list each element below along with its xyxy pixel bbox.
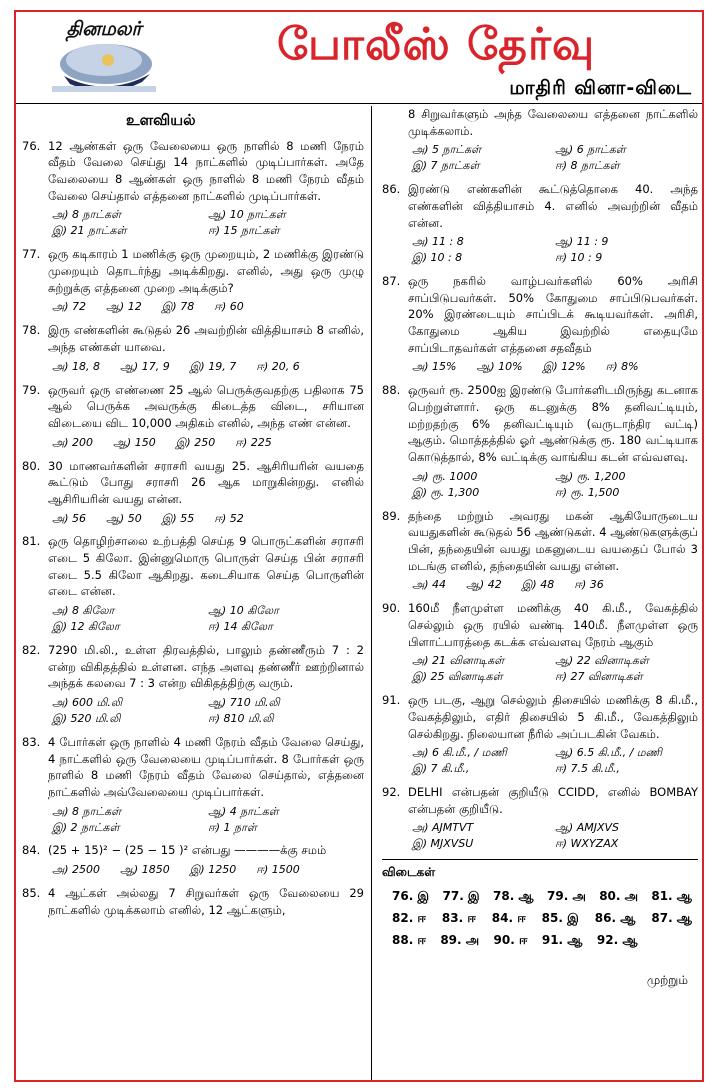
- question-text: தந்தை மற்றும் அவரது மகன் ஆகியோருடைய வயதுகளின் கூடுதல் 56 ஆண்டுகள். 4 ஆண்டுகளுக்குப் பின், தந்தையின் வயது மகனுடைய வயதைப் போல் 3 மடங்கு எனில், தந்தையின் வயது என்ன.: [408, 508, 698, 573]
- options: [22, 511, 364, 527]
- question-85-options: [382, 142, 698, 174]
- option: ஈ) ரூ. 1,500: [555, 485, 620, 499]
- answer-item: 81. ஆ: [651, 888, 692, 903]
- question-88: [382, 382, 698, 500]
- option: ஆ) 10 கிலோ: [208, 604, 279, 618]
- question-text: 7290 மி.லி., உள்ள திரவத்தில், பாலும் தண்ணீரும் 7 : 2 என்ற விகிதத்தில் உள்ளன. எந்த அளவு தண்ணீர் ஊற்றினால் அந்தக் கலவை 7 : 3 என்ற விகிதத்திற்கு வரும்.: [48, 643, 364, 691]
- question-row: [22, 642, 364, 692]
- question-number: 86.: [382, 182, 401, 197]
- option: அ) ரூ. 1000: [412, 469, 478, 483]
- question-85-continuation: 8 சிறுவர்களும் அந்த வேலையை எத்தனை நாட்களில் முடிக்கலாம்.: [408, 107, 698, 138]
- question-number: 87.: [382, 274, 401, 289]
- question-text: ஒரு கடிகாரம் 1 மணிக்கு ஒரு முறையும், 2 மணிக்கு இரண்டு முறையும் தொடர்ந்து அடிக்கிறது. எனில், அது ஒரு முழு சுற்றுக்கு எத்தனை முறை அடிக்கும்?: [48, 247, 364, 295]
- answers-title: விடைகள்: [382, 865, 436, 880]
- options: [382, 234, 698, 266]
- options: [22, 207, 364, 239]
- page-title: போலீஸ் தேர்வு: [276, 19, 596, 70]
- option: ஆ) 4 நாட்கள்: [208, 804, 279, 818]
- options: [22, 862, 364, 878]
- option: அ) 56: [52, 511, 87, 525]
- option: ஆ) 1850: [120, 863, 170, 877]
- option: இ) 12 கிலோ: [52, 620, 120, 634]
- question-number: 78.: [22, 323, 41, 338]
- question-text: ஒரு படகு, ஆறு செல்லும் திசையில் மணிக்கு 8 கி.மீ., வேகத்திலும், எதிர் திசையில் 5 கி.மீ., வேகத்திலும் செல்கிறது. நிலையான நீரில் அப்படகின் வேகம்.: [408, 693, 698, 741]
- question-number: 88.: [382, 383, 401, 398]
- question-row: [382, 692, 698, 742]
- question-row: [382, 600, 698, 650]
- options: [382, 745, 698, 777]
- column-divider: [371, 106, 372, 1080]
- question-text: DELHI என்பதன் குறியீடு CCIDD, எனில் BOMBAY என்பதன் குறியீடு.: [408, 785, 698, 816]
- option: ஆ) 6 நாட்கள்: [555, 143, 626, 157]
- answer-item: 87. ஆ: [651, 911, 692, 926]
- answer-item: 79. அ: [547, 888, 586, 903]
- answer-item: 89. அ: [440, 933, 480, 948]
- option: அ) 44: [412, 578, 447, 592]
- answer-item: 85. இ: [541, 911, 579, 926]
- options: [22, 435, 364, 451]
- question-text: 4 ஆட்கள் அல்லது 7 சிறுவர்கள் ஒரு வேலையை 29 நாட்களில் முடிக்கலாம் எனில், 12 ஆட்களும்,: [48, 886, 364, 917]
- right-column: [376, 106, 702, 1080]
- option: இ) 2 நாட்கள்: [52, 820, 120, 834]
- question-number: 81.: [22, 534, 41, 549]
- option: ஈ) 14 கிலோ: [208, 620, 273, 634]
- answer-item: 91. ஆ: [541, 933, 583, 948]
- page-header: [16, 12, 702, 104]
- option: ஆ) 150: [113, 435, 156, 449]
- option: ஈ) 60: [214, 300, 244, 314]
- answers-grid: [382, 888, 698, 950]
- option: இ) 78: [161, 300, 195, 314]
- options: [22, 603, 364, 635]
- end-note: முற்றும்: [646, 972, 688, 987]
- option: இ) MJXVSU: [412, 837, 474, 851]
- question-92: [382, 784, 698, 852]
- option: ஆ) 10%: [476, 360, 523, 374]
- option: ஈ) 10 : 9: [555, 251, 603, 265]
- option: அ) 11 : 8: [412, 235, 464, 249]
- option: ஈ) 7.5 கி.மீ.,: [555, 762, 620, 776]
- question-number: 83.: [22, 734, 41, 749]
- option: ஈ) 225: [235, 435, 272, 449]
- question-84: [22, 842, 364, 878]
- question-89: [382, 508, 698, 594]
- question-81: [22, 533, 364, 635]
- question-number: 91.: [382, 693, 401, 708]
- option: ஆ) 10 நாட்கள்: [208, 208, 286, 222]
- option: ஈ) WXYZAX: [555, 837, 619, 851]
- question-number: 84.: [22, 843, 41, 858]
- question-row: [382, 273, 698, 356]
- option: ஈ) 20, 6: [256, 359, 300, 373]
- section-title: உளவியல்: [126, 111, 196, 129]
- answers-section: [382, 859, 698, 950]
- question-row: [22, 246, 364, 296]
- question-87: [382, 273, 698, 375]
- option: இ) 19, 7: [189, 359, 237, 373]
- option: ஆ) 50: [106, 511, 142, 525]
- question-number: 92.: [382, 785, 401, 800]
- question-text: 160மீ நீளமுள்ள மணிக்கு 40 கி.மீ., வேகத்தில் செல்லும் ஒரு ரயில் வண்டி 140மீ. நீளமுள்ள ஒரு பிளாட்பாரத்தை கடக்க எவ்வளவு நேரம் ஆகும்: [408, 601, 698, 649]
- answers-row: [382, 888, 698, 905]
- question-row: [22, 458, 364, 508]
- question-77: [22, 246, 364, 315]
- question-text: (25 + 15)² − (25 − 15 )² என்பது ————க்கு சமம்: [48, 843, 327, 858]
- right-question-list: [382, 181, 698, 852]
- question-78: [22, 322, 364, 374]
- question-text: 4 போர்கள் ஒரு நாளில் 4 மணி நேரம் வீதம் வேலை செய்து, 4 நாட்களில் ஒரு வேலையை முடிப்பார்கள். 8 போர்கள் ஒரு நாளில் 8 மணி நேரம் வீதம் வேலை செய்தால், எத்தனை நாட்களில் அவ்வேலையை முடிப்பார்கள்.: [48, 734, 364, 799]
- page-frame: [14, 10, 704, 1082]
- newspaper-logo: [46, 16, 162, 100]
- question-row: [22, 382, 364, 432]
- options: [22, 299, 364, 315]
- options: [22, 695, 364, 727]
- question-85: [22, 885, 364, 918]
- left-question-list: [22, 138, 364, 919]
- option: இ) 12%: [542, 360, 586, 374]
- option: இ) 25 வினாடிகள்: [412, 670, 503, 684]
- answer-item: 88. ஈ: [392, 933, 426, 948]
- answer-item: 84. ஈ: [491, 911, 526, 926]
- option: ஆ) 22 வினாடிகள்: [555, 654, 649, 668]
- options: [22, 359, 364, 375]
- option: ஈ) 52: [214, 511, 244, 525]
- option: ஈ) 1500: [256, 863, 300, 877]
- question-text: ஒரு நகரில் வாழ்பவர்களில் 60% அரிசி சாப்பிடுபவர்கள். 50% கோதுமை சாப்பிடுபவர்கள். 20% இரண்டையும் சாப்பிடக் கூடியவர்கள். அரிசி, கோதுமை ஆகிய இவற்றில் எதையுமே சாப்பிடாதவர்கள் எத்தனை சதவீதம்: [408, 274, 698, 355]
- option: இ) 250: [175, 435, 216, 449]
- question-number: 76.: [22, 138, 41, 153]
- question-row: [382, 382, 698, 465]
- question-row: [22, 138, 364, 205]
- options: [382, 359, 698, 375]
- question-83: [22, 734, 364, 836]
- option: ஈ) 810 மி.லி: [208, 711, 274, 725]
- option: அ) 72: [52, 300, 87, 314]
- left-column: [20, 106, 368, 1080]
- question-number: 79.: [22, 382, 41, 397]
- question-91: [382, 692, 698, 777]
- option: இ) 10 : 8: [412, 251, 463, 265]
- options: [382, 577, 698, 593]
- question-row: [382, 181, 698, 231]
- question-80: [22, 458, 364, 527]
- option: அ) 2500: [52, 863, 101, 877]
- question-number: 77.: [22, 247, 41, 262]
- page-subtitle: மாதிரி வினா-விடை: [509, 77, 692, 99]
- question-text: ஒரு தொழிற்சாலை உற்பத்தி செய்த 9 பொருட்களின் சராசரி எடை 5 கிலோ. இன்னுமொரு பொருள் செய்த பின் சராசரி எடை 5.5 கிலோ ஆகிறது. கடைசியாக செய்த பொருளின் எடை என்ன.: [48, 534, 364, 599]
- question-text: ஒருவர் ரூ. 2500ஐ இரண்டு போர்களிடமிருந்து கடனாக பெற்றுள்ளார். ஒரு கடனுக்கு 8% தனிவட்டியும், மற்றதற்கு 6% தனிவட்டியும் (வருடாந்திர வட்டி) ஆகும். மொத்தத்தில் ஓர் ஆண்டுக்கு ரூ. 180 வட்டியாக கொடுத்தால், 8% வட்டிக்கு வாங்கிய கடன் எவ்வளவு.: [408, 383, 698, 465]
- question-86: [382, 181, 698, 266]
- option: இ) 7 கி.மீ.,: [412, 762, 470, 776]
- answers-row: [382, 910, 698, 927]
- options: [382, 820, 698, 852]
- option: அ) 600 மி.லி: [52, 696, 123, 710]
- option: இ) 7 நாட்கள்: [412, 159, 480, 173]
- options: [22, 804, 364, 836]
- answers-row: [382, 932, 698, 949]
- option: இ) 21 நாட்கள்: [52, 224, 127, 238]
- option: அ) 8 நாட்கள்: [52, 804, 122, 818]
- option: இ) 55: [161, 511, 195, 525]
- option: இ) ரூ. 1,300: [412, 485, 480, 499]
- answer-item: 76. இ: [392, 888, 430, 903]
- option: அ) 6 கி.மீ., / மணி: [412, 746, 507, 760]
- option: ஆ) ரூ. 1,200: [555, 469, 626, 483]
- answer-item: 86. ஆ: [594, 911, 636, 926]
- question-text: 30 மாணவர்களின் சராசரி வயது 25. ஆசிரியரின் வயதை கூட்டும் போது சராசரி 26 ஆக மாறுகின்றது. எனில் ஆசிரியரின் வயது என்ன.: [48, 458, 364, 506]
- option: இ) 520 மி.லி: [52, 711, 121, 725]
- question-row: [22, 842, 364, 859]
- option: ஆ) 11 : 9: [555, 235, 609, 249]
- option: அ) AJMTVT: [412, 821, 474, 835]
- option: ஈ) 27 வினாடிகள்: [555, 670, 643, 684]
- answer-item: 83. ஈ: [441, 911, 476, 926]
- option: ஆ) 17, 9: [120, 359, 170, 373]
- option: அ) 15%: [412, 360, 457, 374]
- question-row: [382, 508, 698, 575]
- answer-item: 77. இ: [442, 888, 480, 903]
- option: அ) 200: [52, 435, 94, 449]
- question-row: [22, 533, 364, 600]
- question-text: இரு எண்களின் கூடுதல் 26 அவற்றின் வித்தியாசம் 8 எனில், அந்த எண்கள் யாவை.: [48, 323, 364, 354]
- option: ஈ) 15 நாட்கள்: [208, 224, 280, 238]
- question-82: [22, 642, 364, 727]
- option: ஆ) 710 மி.லி: [208, 696, 280, 710]
- option: ஆ) AMJXVS: [555, 821, 620, 835]
- question-number: 85.: [22, 886, 41, 901]
- option: ஈ) 36: [574, 578, 604, 592]
- option: அ) 21 வினாடிகள்: [412, 654, 505, 668]
- option: அ) 8 கிலோ: [52, 604, 115, 618]
- question-76: [22, 138, 364, 240]
- answer-item: 80. அ: [599, 888, 638, 903]
- question-90: [382, 600, 698, 685]
- logo-text: தினமலர்: [66, 18, 142, 40]
- option: ஈ) 8 நாட்கள்: [555, 159, 620, 173]
- option: அ) 18, 8: [52, 359, 101, 373]
- options: [382, 653, 698, 685]
- option: இ) 1250: [189, 863, 237, 877]
- answer-item: 82. ஈ: [392, 911, 426, 926]
- question-number: 90.: [382, 601, 401, 616]
- option: ஆ) 12: [106, 300, 142, 314]
- answer-item: 78. ஆ: [493, 888, 534, 903]
- question-text: ஒருவர் ஒரு எண்ணை 25 ஆல் பெருக்குவதற்கு பதிலாக 75 ஆல் பெருக்க அவருக்கு கிடைத்த விடை, சரியான விடையை விட 10,000 அதிகம் எனில், அந்த எண் என்ன.: [48, 382, 364, 430]
- question-row: [22, 885, 364, 918]
- police-cap-icon: [46, 16, 162, 100]
- answer-item: 90. ஈ: [493, 933, 528, 948]
- option: ஈ) 8%: [605, 360, 639, 374]
- question-number: 89.: [382, 508, 401, 523]
- option: இ) 48: [521, 578, 555, 592]
- answer-spacer: [652, 932, 692, 949]
- answer-item: 92. ஆ: [596, 933, 638, 948]
- question-79: [22, 382, 364, 451]
- options: [382, 469, 698, 501]
- question-text: 12 ஆண்கள் ஒரு வேலையை ஒரு நாளில் 8 மணி நேரம் வீதம் வேலை செய்து 14 நாட்களில் முடிப்பார்கள். அதே வேலையை 8 ஆண்கள் ஒரு நாளில் 8 மணி நேரம் வீதம் வேலை செய்தால் எத்தனை நாட்களில் முடிப்பார்கள்.: [48, 138, 364, 203]
- option: ஈ) 1 நாள்: [208, 820, 257, 834]
- option: அ) 5 நாட்கள்: [412, 143, 482, 157]
- question-number: 82.: [22, 643, 41, 658]
- option: ஆ) 6.5 கி.மீ., / மணி: [555, 746, 662, 760]
- question-row: [22, 734, 364, 801]
- question-number: 80.: [22, 458, 41, 473]
- question-row: [382, 784, 698, 817]
- option: அ) 8 நாட்கள்: [52, 208, 122, 222]
- question-text: இரண்டு எண்களின் கூட்டுத்தொகை 40. அந்த எண்களின் வித்தியாசம் 4. எனில் அவற்றின் வீதம் என்ன.: [408, 182, 698, 230]
- option: ஆ) 42: [466, 578, 502, 592]
- question-row: [22, 322, 364, 355]
